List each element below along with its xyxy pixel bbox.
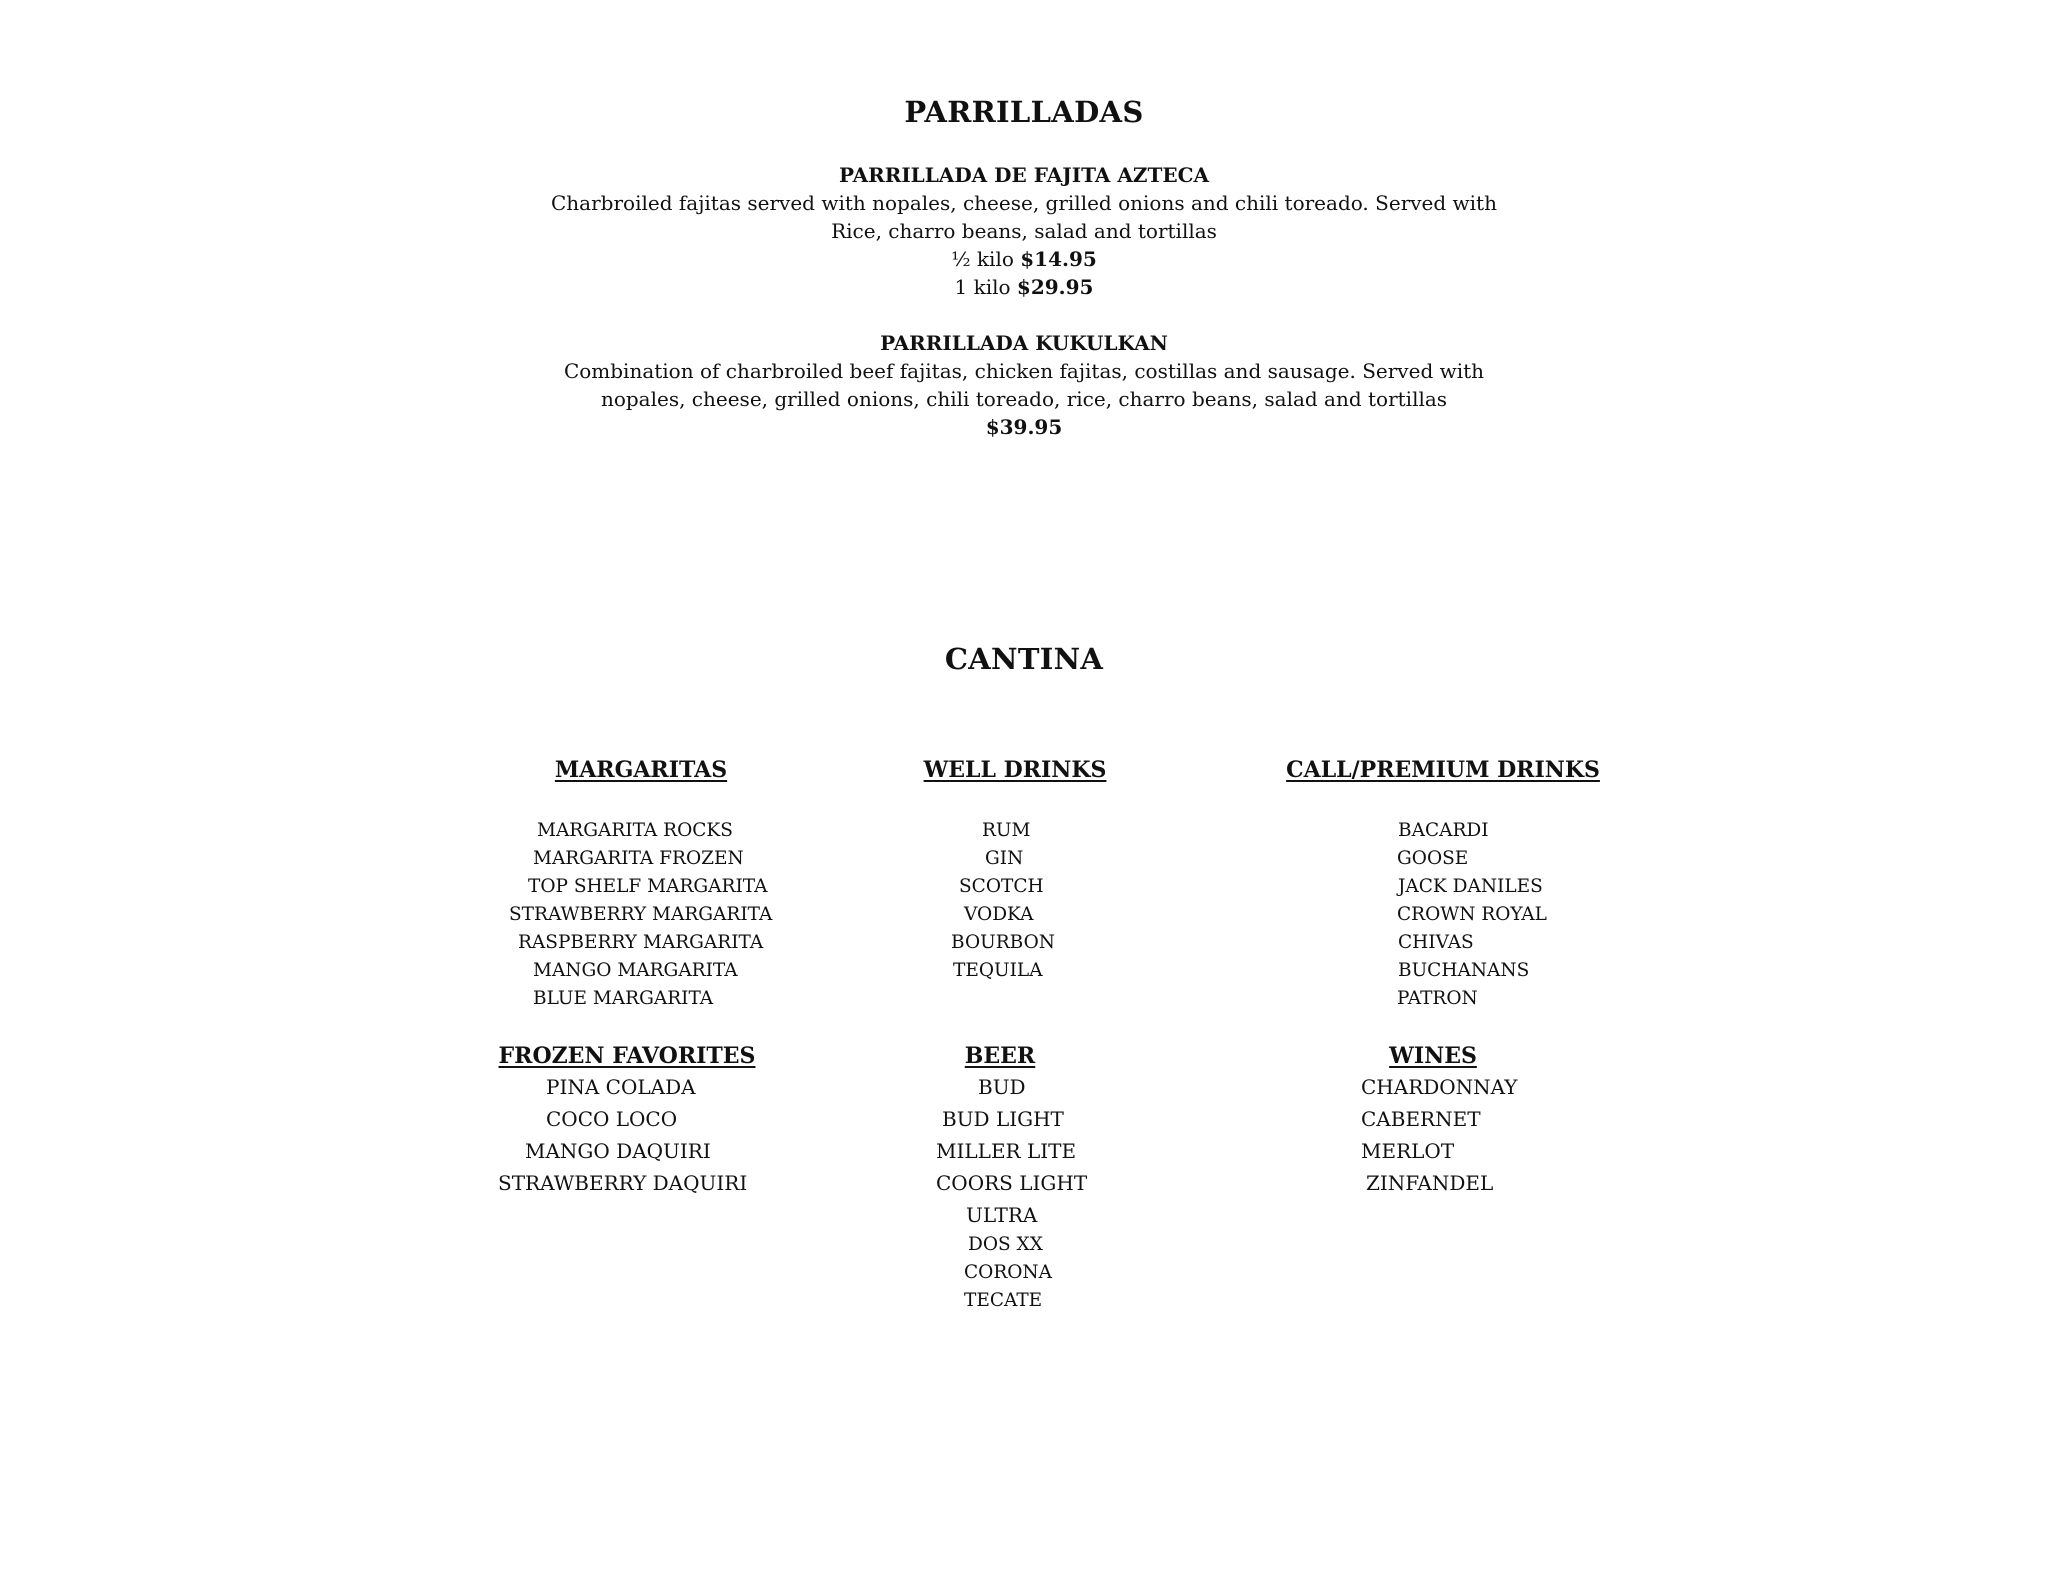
menu-item: TECATE [964,1290,1043,1311]
price-value: $14.95 [1020,247,1097,271]
premium-drinks-heading: CALL/PREMIUM DRINKS [1286,757,1600,783]
menu-item: BUD [978,1075,1026,1099]
menu-item: DOS XX [968,1234,1043,1255]
menu-item: STRAWBERRY DAQUIRI [498,1171,748,1195]
menu-item: BUD LIGHT [942,1107,1064,1131]
menu-item: MANGO DAQUIRI [525,1139,711,1163]
menu-item: COCO LOCO [546,1107,678,1131]
item-title-azteca: PARRILLADA DE FAJITA AZTECA [838,163,1210,187]
menu-item: CHARDONNAY [1361,1075,1518,1099]
parrilladas-heading: PARRILLADAS [904,95,1144,129]
menu-item: CABERNET [1361,1107,1481,1131]
item-price [0,415,2048,439]
well-drinks-heading: WELL DRINKS [923,757,1107,783]
item-title-kukulkan: PARRILLADA KUKULKAN [880,331,1168,355]
item-description-line: Charbroiled fajitas served with nopales, cheese, grilled onions and chili toreado. Served with [551,191,1497,215]
menu-item: PATRON [1397,988,1478,1009]
menu-item: GIN [985,848,1024,869]
menu-item: JACK DANILES [1398,876,1543,897]
menu-item: STRAWBERRY MARGARITA [509,904,773,925]
price-size: ½ kilo [951,247,1014,271]
menu-item: SCOTCH [959,876,1044,897]
menu-item: MARGARITA FROZEN [533,848,744,869]
menu-item: RUM [982,820,1031,841]
item-description-line: nopales, cheese, grilled onions, chili toreado, rice, charro beans, salad and tortillas [600,387,1448,411]
menu-item: CROWN ROYAL [1397,904,1547,925]
menu-item: BUCHANANS [1398,960,1530,981]
menu-item: ULTRA [966,1203,1038,1227]
wines-heading: WINES [1389,1043,1477,1069]
menu-item: PINA COLADA [546,1075,696,1099]
menu-item: TOP SHELF MARGARITA [528,876,768,897]
menu-item: CORONA [964,1262,1052,1283]
frozen-favorites-heading: FROZEN FAVORITES [498,1043,756,1069]
menu-item: BACARDI [1398,820,1489,841]
menu-item: TEQUILA [953,960,1043,981]
cantina-heading: CANTINA [944,642,1104,676]
price-value: $29.95 [1016,275,1094,299]
menu-item: BLUE MARGARITA [533,988,714,1009]
menu-item: MILLER LITE [936,1139,1077,1163]
menu-item: GOOSE [1397,848,1469,869]
menu-item: ZINFANDEL [1366,1171,1494,1195]
price-value: $39.95 [985,415,1063,439]
menu-item: MANGO MARGARITA [533,960,738,981]
menu-item: MARGARITA ROCKS [537,820,733,841]
margaritas-heading: MARGARITAS [554,757,728,783]
menu-item: BOURBON [951,932,1055,953]
beer-heading: BEER [964,1043,1036,1069]
price-size: 1 kilo [954,275,1011,299]
menu-item: COORS LIGHT [936,1171,1088,1195]
menu-item: MERLOT [1361,1139,1455,1163]
menu-item: VODKA [964,904,1034,925]
menu-item: CHIVAS [1398,932,1474,953]
item-price-one-kilo [0,275,2048,299]
item-price-half-kilo [0,247,2048,271]
item-description-line: Combination of charbroiled beef fajitas, chicken fajitas, costillas and sausage. Served with [563,359,1485,383]
menu-item: RASPBERRY MARGARITA [518,932,764,953]
item-description-line: Rice, charro beans, salad and tortillas [831,219,1217,243]
